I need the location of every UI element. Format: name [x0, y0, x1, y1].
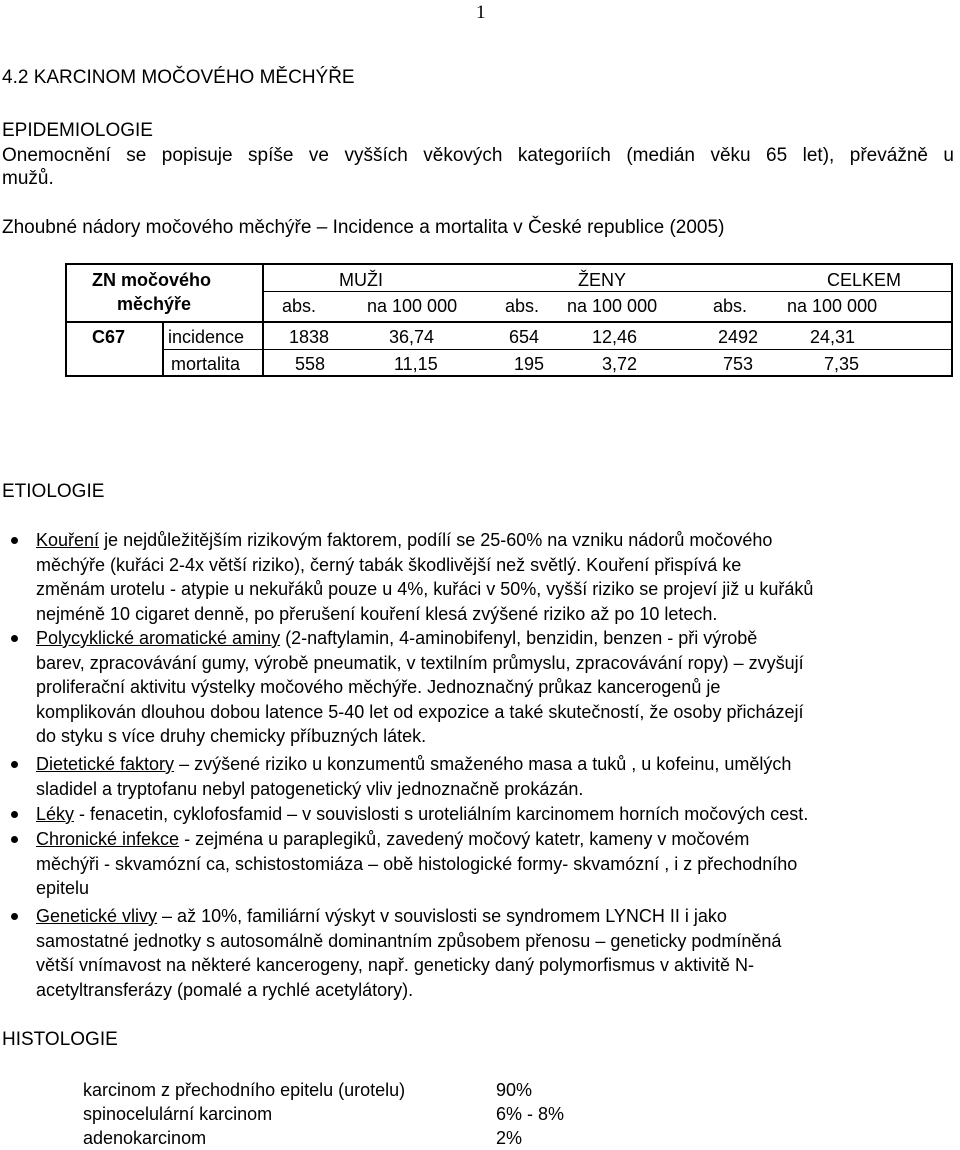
etiology-text: samostatné jednotky s autosomálně dominantním způsobem přenosu – geneticky podmíněná: [36, 930, 782, 951]
etiology-term: Chronické infekce: [36, 829, 180, 849]
table-cell: 558: [295, 354, 326, 374]
row-label-incidence: incidence: [168, 327, 245, 347]
histology-value: 90%: [496, 1080, 533, 1100]
row-label-mortality: mortalita: [171, 354, 241, 374]
histology-value: 6% - 8%: [496, 1104, 565, 1124]
etiology-item-amines: [36, 626, 951, 749]
group-header-women: ŽENY: [578, 270, 627, 290]
histology-name: karcinom z přechodního epitelu (urotelu): [83, 1080, 406, 1100]
table-corner-label: ZN močového: [92, 270, 212, 290]
table-divider: [262, 265, 264, 375]
etiology-title: ETIOLOGIE: [2, 481, 105, 502]
etiology-text: barev, zpracovávání gumy, výrobě pneumatik, v textilním průmyslu, zpracovávání ropy) – zvyšují: [36, 652, 804, 673]
etiology-term: Léky: [36, 804, 75, 824]
table-cell: 24,31: [810, 327, 856, 347]
etiology-text: nejméně 10 cigaret denně, po přerušení kouření klesá zvýšené riziko až po 10 letech.: [36, 603, 718, 624]
histology-title: HISTOLOGIE: [2, 1029, 118, 1050]
etiology-term: Dietetické faktory: [36, 754, 175, 774]
table-cell: 36,74: [389, 327, 435, 347]
subheader-per-100000: na 100 000: [567, 296, 658, 316]
etiology-text: – až 10%, familiární výskyt v souvislosti se syndromem LYNCH II i jako: [157, 906, 727, 926]
subheader-abs: abs.: [713, 296, 748, 316]
bullet-icon: [11, 761, 18, 768]
subheader-per-100000: na 100 000: [787, 296, 878, 316]
bullet-icon: [11, 836, 18, 843]
table-divider: [162, 349, 951, 350]
subheader-abs: abs.: [282, 296, 317, 316]
bullet-icon: [11, 635, 18, 642]
table-divider: [162, 321, 164, 375]
etiology-term: Kouření: [36, 530, 100, 550]
table-cell: 3,72: [602, 354, 638, 374]
table-corner-label: měchýře: [117, 294, 192, 314]
histology-name: adenokarcinom: [83, 1128, 207, 1148]
etiology-text: změnám urotelu - atypie u nekuřáků pouze u 4%, kuřáci v 50%, vyšší riziko se projeví již u kuřáků: [36, 579, 814, 599]
etiology-text: komplikován dlouhou dobou latence 5-40 let od expozice a také skutečností, že osoby přicházejí: [36, 701, 804, 722]
histology-value: 2%: [496, 1128, 523, 1148]
table-divider: [262, 291, 951, 292]
table-cell: 11,15: [394, 354, 438, 374]
table-cell: 7,35: [824, 354, 860, 374]
etiology-item-infections: [36, 827, 951, 901]
etiology-text: větší vnímavost na některé kancerogeny, např. geneticky daný polymorfismus v aktivitě N-: [36, 955, 754, 975]
chapter-heading: 4.2 KARCINOM MOČOVÉHO MĚCHÝŘE: [2, 67, 355, 88]
etiology-text: sladidel a tryptofanu nebyl patogenetický vliv jednoznačně prokázán.: [36, 778, 584, 799]
etiology-text: proliferační aktivitu výstelky močového měchýře. Jednoznačný průkaz kancerogenů je: [36, 677, 721, 697]
table-cell: 12,46: [592, 327, 638, 347]
etiology-text: - fenacetin, cyklofosfamid – v souvislosti s uroteliálním karcinomem horních močových cest.: [74, 804, 809, 824]
etiology-text: měchýře (kuřáci 2-4x větší riziko), černý tabák škodlivější než světlý. Kouření přispívá ke: [36, 554, 742, 575]
table-title: Zhoubné nádory močového měchýře – Incidence a mortalita v České republice (2005): [2, 217, 725, 238]
epidemiology-line-2: mužů.: [2, 168, 54, 189]
etiology-text: epitelu: [36, 878, 90, 898]
bullet-icon: [11, 537, 18, 544]
bullet-icon: [11, 811, 18, 818]
group-header-total: CELKEM: [827, 270, 902, 290]
bullet-icon: [11, 913, 18, 920]
etiology-text: do styku s více druhy chemicky příbuzných látek.: [36, 726, 427, 746]
subheader-abs: abs.: [505, 296, 540, 316]
table-cell: 2492: [718, 327, 759, 347]
etiology-item-smoking: [36, 528, 951, 626]
etiology-term: Polycyklické aromatické aminy: [36, 628, 281, 648]
table-cell: 753: [723, 354, 754, 374]
etiology-item-drugs: [36, 802, 951, 827]
table-cell: 195: [514, 354, 545, 374]
etiology-text: acetyltransferázy (pomalé a rychlé acetylátory).: [36, 979, 414, 1000]
diagnosis-code: C67: [92, 327, 126, 347]
etiology-text: je nejdůležitějším rizikovým faktorem, podílí se 25-60% na vzniku nádorů močového: [104, 530, 773, 550]
incidence-mortality-table: [65, 263, 953, 377]
etiology-term: Genetické vlivy: [36, 906, 158, 926]
table-cell: 654: [509, 327, 540, 347]
table-divider: [67, 321, 951, 323]
histology-name: spinocelulární karcinom: [83, 1104, 273, 1124]
etiology-text: měchýři - skvamózní ca, schistostomiáza – obě histologické formy- skvamózní , i z přechodního: [36, 853, 798, 874]
etiology-text: - zejména u paraplegiků, zavedený močový katetr, kameny v močovém: [179, 829, 750, 849]
etiology-item-genetics: [36, 904, 951, 1002]
epidemiology-title: EPIDEMIOLOGIE: [2, 120, 153, 141]
table-cell: 1838: [289, 327, 330, 347]
subheader-per-100000: na 100 000: [367, 296, 458, 316]
group-header-men: MUŽI: [339, 270, 383, 290]
etiology-text: (2-naftylamin, 4-aminobifenyl, benzidin, benzen - při výrobě: [280, 628, 758, 648]
etiology-item-diet: [36, 752, 951, 801]
page-number: 1: [476, 2, 486, 23]
etiology-text: – zvýšené riziko u konzumentů smaženého masa a tuků , u kofeinu, umělých: [174, 754, 792, 774]
epidemiology-line-1: Onemocnění se popisuje spíše ve vyšších věkových kategoriích (medián věku 65 let), převážně u: [2, 145, 954, 166]
